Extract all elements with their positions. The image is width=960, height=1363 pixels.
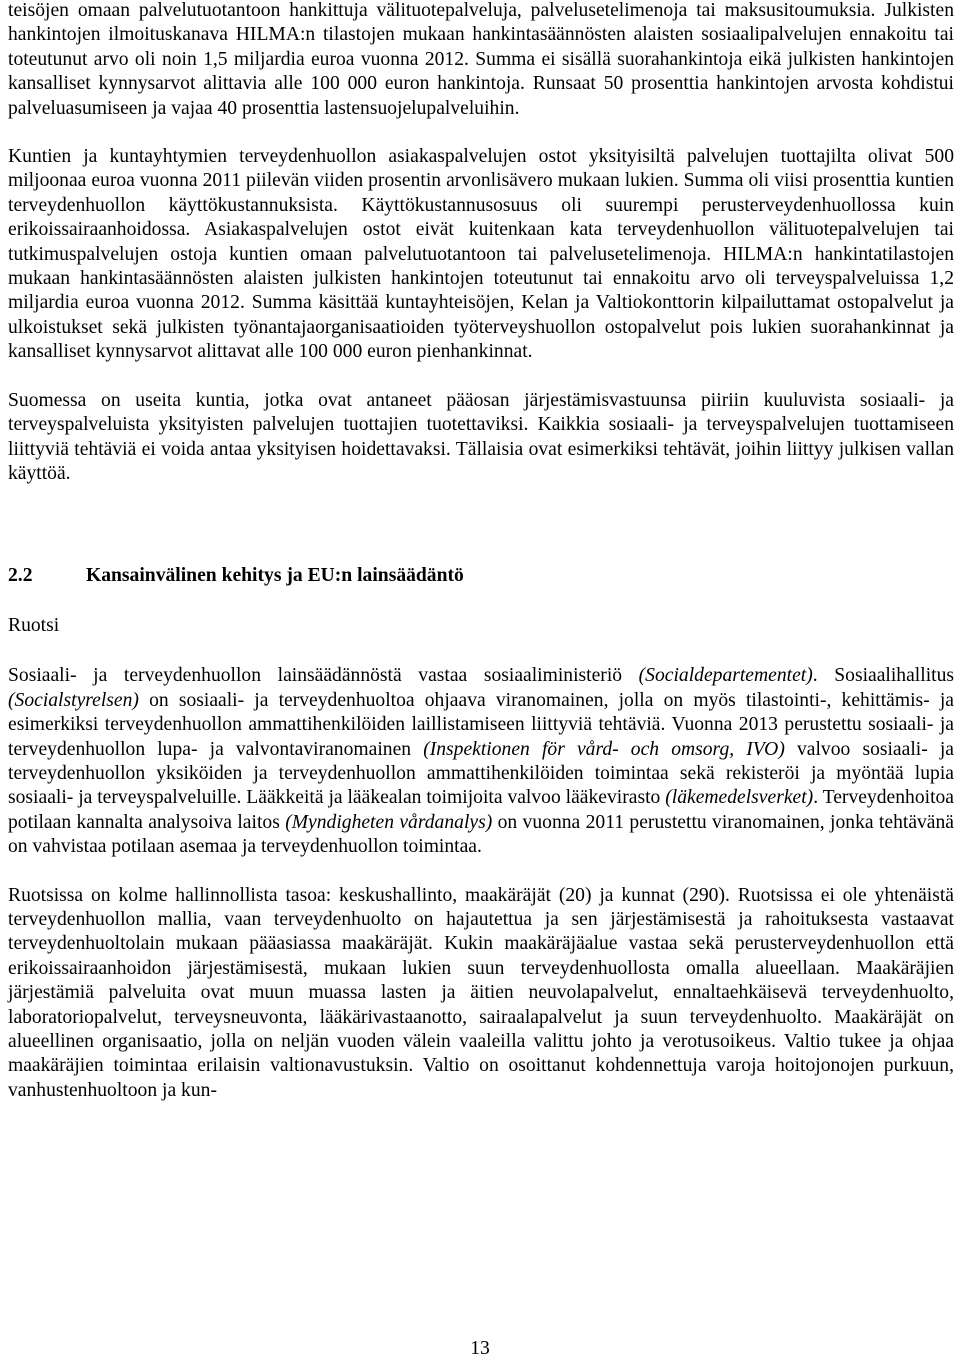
section-heading — [8, 564, 954, 588]
subsection-title: Ruotsi — [8, 615, 60, 637]
italic-term: (Myndigheten vårdanalys) — [285, 811, 493, 833]
text-segment: valvoo sosiaali- ja terveydenhuollon yksiköiden ja terveydenhuollon ammattihenkilöiden toimintaa sekä rekisteröi ja myöntää lupia sosiaali- ja terveyspalveluille. Lääkkeitä ja lääkealan toimijoita valvoo lääkevirasto — [8, 738, 955, 809]
italic-term: (Socialdepartementet) — [638, 665, 813, 687]
paragraph-municipalities: Suomessa on useita kuntia, jotka ovat antaneet pääosan järjestämisvastuunsa piiriin kuuluvista sosiaali- ja terveyspalveluista yksityisten palvelujen tuottajien tuotettaviksi. Kaikkia sosiaali- ja terveyspalvelujen tuottamiseen liittyviä tehtäviä ei voida antaa yksityisen hoidettavaksi. Tällaisia ovat esimerkiksi tehtävät, joihin liittyy julkisen vallan käyttöä. — [8, 389, 954, 484]
section-title: Kansainvälinen kehitys ja EU:n lainsäädäntö — [86, 565, 464, 587]
paragraph-procurement-social: teisöjen omaan palvelutuotantoon hankittuja välituotepalveluja, palvelusetelimenoja tai maksusitoumuksia. Julkisten hankintojen ilmoituskanava HILMA:n tilastojen mukaan hankintasäännösten alaisten sosiaalipalvelujen ennakoitu tai toteutunut arvo oli noin 1,5 miljardia euroa vuonna 2012. Summa ei sisällä suorahankintoja eikä julkisten hankintojen kansalliset kynnysarvot alittavia alle 100 000 euron hankintoja. Runsaat 50 prosenttia hankintojen arvosta kohdistui palveluasumiseen ja vajaa 40 prosenttia lastensuojelupalveluihin. — [8, 0, 954, 119]
italic-term: (läkemedelsverket) — [665, 787, 814, 809]
text-segment: on sosiaali- ja terveydenhuoltoa ohjaava viranomainen, jolla on myös tilastointi-, kehittämis- ja esimerkiksi terveydenhuollon ammattihenkilöiden laillistamiseen liittyviä tehtäviä. Vuonna 2013 perustettu sosiaali- ja terveydenhuollon lupa- ja valvontaviranomainen — [8, 689, 954, 760]
text-segment: Sosiaali- ja terveydenhuollon lainsäädännöstä vastaa sosiaaliministeriö — [8, 665, 639, 687]
paragraph-sweden-levels: Ruotsissa on kolme hallinnollista tasoa: keskushallinto, maakäräjät (20) ja kunnat (290). Ruotsissa ei ole yhtenäistä terveydenhuollon mallia, vaan terveydenhuolto on hajautettua ja sen järjestämisestä ja rahoituksesta vastaavat terveydenhuoltolain mukaan pääasiassa maakäräjät. Kukin maakäräjäalue vastaa sekä perusterveydenhuollon että erikoissairaanhoidon järjestämisestä, mukaan lukien suun terveydenhuollosta omalla alueellaan. Maakäräjien järjestämiä palveluita ovat muun muassa lasten ja äitien neuvolapalvelut, ennaltaehkäisevä terveydenhuolto, laboratoriopalvelut, terveysneuvonta, lääkärivastaanotto, sairaalapalvelut ja suun terveydenhuolto. Maakäräjät on alueellinen organisaatio, jolla on neljän vuoden välein vaaleilla valittu johto ja verotusoikeus. Valtio tukee ja ohjaa maakäräjien toimintaa erilaisin valtionavustuksin. Valtio on osoittanut kohdennettuja varoja hoitojonojen purkuun, vanhustenhuoltoon ja kun- — [8, 884, 954, 1101]
page-number: 13 — [470, 1338, 490, 1359]
paragraph-procurement-health: Kuntien ja kuntayhtymien terveydenhuollon asiakaspalvelujen ostot yksityisiltä palvelujen tuottajilta olivat 500 miljoonaa euroa vuonna 2011 piilevän viiden prosentin arvonlisävero mukaan lukien. Summa oli viisi prosenttia kuntien terveydenhuollon käyttökustannuksista. Käyttökustannusosuus oli suurempi perusterveydenhuollossa kuin erikoissairaanhoidossa. Asiakaspalvelujen ostot eivät kuitenkaan kata terveydenhuollon välituotepalvelujen tai tutkimuspalvelujen ostoja kuntien omaan palvelutuotantoon tai palvelusetelimenoja. HILMA:n hankintatilastojen mukaan hankintasäännösten alaisten julkisten hankintojen toteutunut tai ennakoitu arvo oli terveyspalveluissa 1,2 miljardia euroa vuonna 2012. Summa käsittää kuntayhteisöjen, Kelan ja Valtiokonttorin kilpailuttamat ostopalvelut ja ulkoistukset sekä julkisten työnantajaorganisaatioiden työterveyshuollon ostopalvelut pois lukien suorahankinnat ja kansalliset kynnysarvot alittavat alle 100 000 euron pienhankinnat. — [8, 146, 954, 363]
italic-term: (Inspektionen för vård- och omsorg, IVO) — [423, 738, 785, 760]
section-number: 2.2 — [8, 565, 33, 587]
document-page — [8, 0, 954, 1103]
italic-term: (Socialstyrelsen) — [8, 689, 139, 711]
text-segment: . Terveydenhoitoa potilaan kannalta analysoiva laitos — [8, 787, 955, 833]
text-segment: . Sosiaalihallitus — [812, 665, 954, 687]
paragraph-sweden-authorities — [8, 664, 954, 859]
text-segment: on vuonna 2011 perustettu viranomainen, jonka tehtävänä on vahvistaa potilaan asemaa ja terveydenhuollon toimintaa. — [8, 811, 954, 858]
